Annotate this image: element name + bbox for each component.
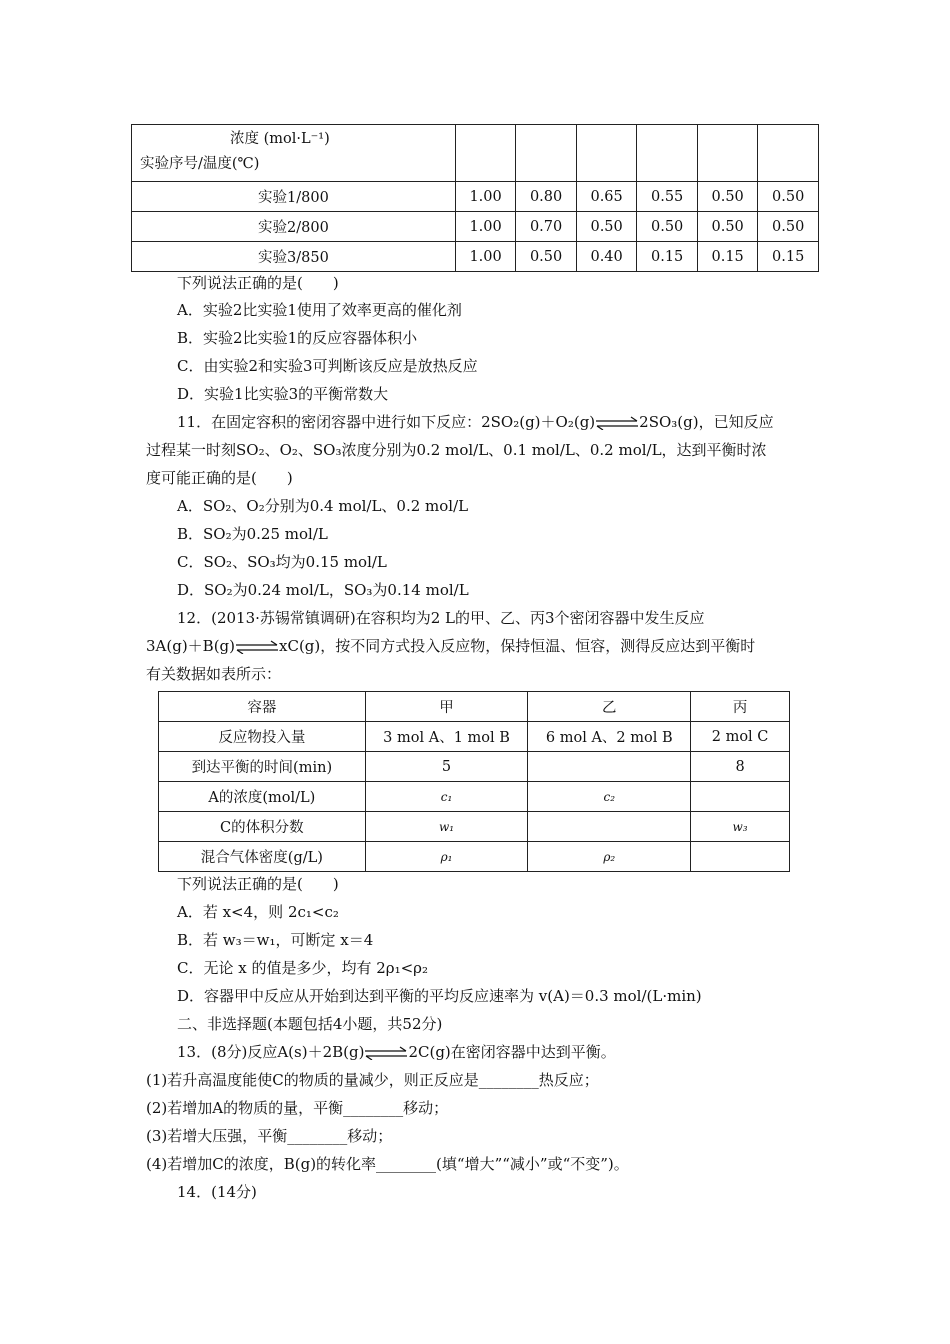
experiment-table [131,124,819,272]
q13-item-3: (3)若增大压强，平衡________移动； [146,1127,393,1145]
q13-item-1: (1)若升高温度能使C的物质的量减少，则正反应是________热反应； [146,1071,599,1089]
q14-heading: 14．(14分) [177,1183,257,1201]
q10-option-a: A．实验2比实验1使用了效率更高的催化剂 [177,301,462,319]
table-row: 到达平衡的时间(min) 5 8 [159,752,790,782]
q10-option-c: C．由实验2和实验3可判断该反应是放热反应 [177,357,478,375]
equilibrium-arrow-icon [364,1046,408,1060]
table-row: A的浓度(mol/L) c₁ c₂ [159,782,790,812]
container-table [158,691,790,872]
table-row: 实验1/800 1.00 0.80 0.65 0.55 0.50 0.50 [132,182,819,212]
header-experiment: 实验序号/温度(℃) [140,156,260,172]
q11-option-a: A．SO₂、O₂分别为0.4 mol/L、0.2 mol/L [177,497,469,515]
q13-item-4: (4)若增加C的浓度，B(g)的转化率________(填“增大”“减小”或“不变”)。 [146,1155,629,1173]
section-heading: 二、非选择题(本题包括4小题，共52分) [177,1015,443,1033]
table-row: 实验3/850 1.00 0.50 0.40 0.15 0.15 0.15 [132,242,819,272]
table-row: C的体积分数 w₁ w₃ [159,812,790,842]
table-row: 混合气体密度(g/L) ρ₁ ρ₂ [159,842,790,872]
q10-option-d: D．实验1比实验3的平衡常数大 [177,385,389,403]
q11-option-d: D．SO₂为0.24 mol/L，SO₃为0.14 mol/L [177,581,469,599]
table-header-cell [132,125,456,182]
table-row: 实验2/800 1.00 0.70 0.50 0.50 0.50 0.50 [132,212,819,242]
table-header-row: 容器 甲 乙 丙 [159,692,790,722]
q12-option-b: B．若 w₃＝w₁，可断定 x＝4 [177,931,374,949]
q13-item-2: (2)若增加A的物质的量，平衡________移动； [146,1099,449,1117]
q12-option-c: C．无论 x 的值是多少，均有 2ρ₁<ρ₂ [177,959,429,977]
q10-option-b: B．实验2比实验1的反应容器体积小 [177,329,418,347]
q11-line3: 度可能正确的是( ) [146,469,293,487]
header-concentration: 浓度 (mol·L⁻¹) [230,131,330,147]
q12-prompt: 下列说法正确的是( ) [177,875,339,893]
q12-line3: 有关数据如表所示： [146,665,282,683]
q12-option-d: D．容器甲中反应从开始到达到平衡的平均反应速率为 v(A)＝0.3 mol/(L·min) [177,987,702,1005]
q11-option-c: C．SO₂、SO₃均为0.15 mol/L [177,553,387,571]
equilibrium-arrow-icon [235,640,279,654]
equilibrium-arrow-icon [595,416,639,430]
q12-line2: 3A(g)＋B(g) xC(g)，按不同方式投入反应物，保持恒温、恒容，测得反应达到平衡时 [146,637,756,655]
q11-line1: 11．在固定容积的密闭容器中进行如下反应：2SO₂(g)＋O₂(g) 2SO₃(g)，已知反应 [177,413,774,431]
q12-line1: 12．(2013·苏锡常镇调研)在容积均为2 L的甲、乙、丙3个密闭容器中发生反应 [177,609,705,627]
q11-option-b: B．SO₂为0.25 mol/L [177,525,328,543]
q11-line2: 过程某一时刻SO₂、O₂、SO₃浓度分别为0.2 mol/L、0.1 mol/L、0.2 mol/L，达到平衡时浓 [146,441,767,459]
q12-option-a: A．若 x<4，则 2c₁<c₂ [177,903,339,921]
table-row: 反应物投入量 3 mol A、1 mol B 6 mol A、2 mol B 2 mol C [159,722,790,752]
q10-prompt: 下列说法正确的是( ) [177,274,339,292]
q13-line: 13．(8分)反应A(s)＋2B(g) 2C(g)在密闭容器中达到平衡。 [177,1043,616,1061]
